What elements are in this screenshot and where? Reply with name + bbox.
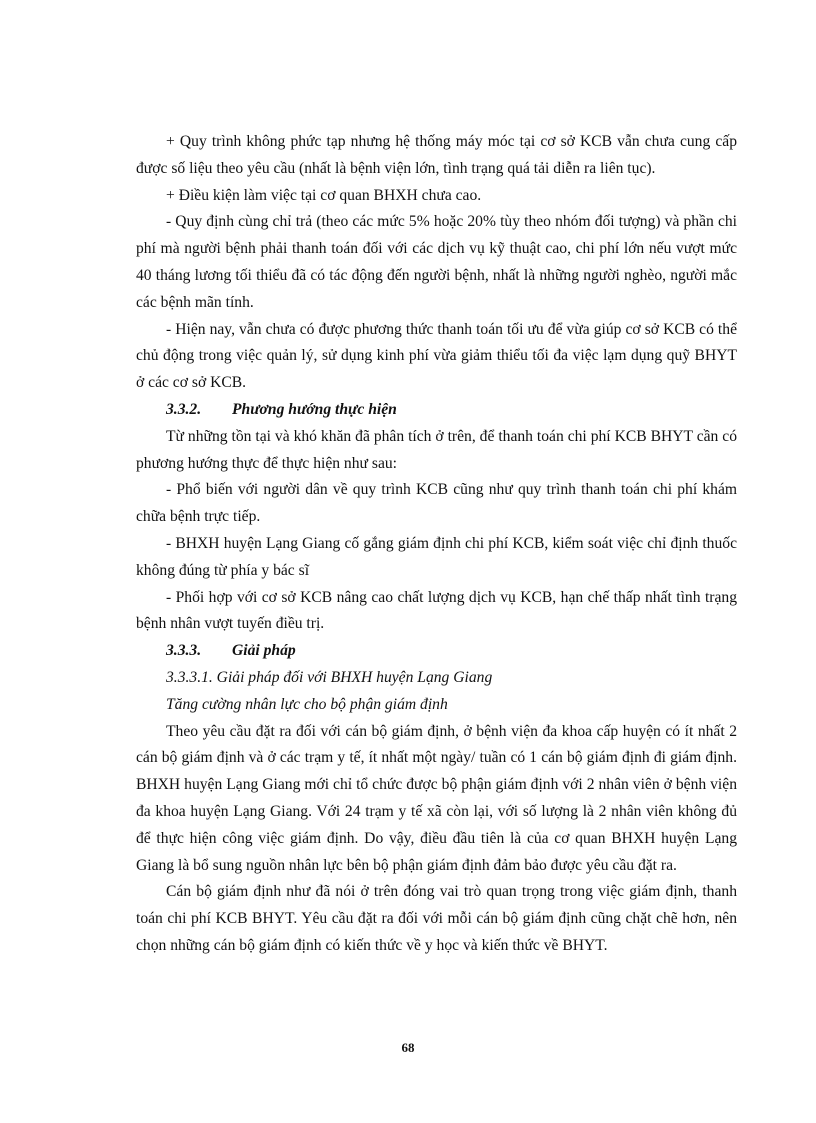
section-heading-3-3-2 (136, 397, 737, 424)
subsection-heading-3-3-3-1: 3.3.3.1. Giải pháp đối với BHXH huyện Lạng Giang (166, 668, 493, 686)
section-number: 3.3.2. (166, 400, 202, 418)
page-body (136, 129, 737, 960)
section-number: 3.3.3. (166, 642, 202, 660)
paragraph: - BHXH huyện Lạng Giang cố gắng giám định chi phí KCB, kiểm soát việc chỉ định thuốc không đúng từ phía y bác sĩ (136, 534, 737, 579)
section-title: Phương hướng thực hiện (232, 400, 397, 418)
section-title: Giải pháp (232, 642, 296, 660)
paragraph: - Hiện nay, vẫn chưa có được phương thức thanh toán tối ưu để vừa giúp cơ sở KCB có thể chủ động trong việc quản lý, sử dụng kinh phí vừa giảm thiểu tối đa việc lạm dụng quỹ BHYT ở các cơ sở KCB. (136, 320, 737, 392)
paragraph: + Điều kiện làm việc tại cơ quan BHXH chưa cao. (166, 186, 482, 204)
section-heading-3-3-3 (136, 638, 737, 665)
paragraph: - Phối hợp với cơ sở KCB nâng cao chất lượng dịch vụ KCB, hạn chế thấp nhất tình trạng bệnh nhân vượt tuyến điều trị. (136, 588, 737, 633)
paragraph: - Quy định cùng chỉ trả (theo các mức 5% hoặc 20% tùy theo nhóm đối tượng) và phần chi phí mà người bệnh phải thanh toán đối với các dịch vụ kỹ thuật cao, chi phí lớn nếu vượt mức 40 tháng lương tối thiểu đã có tác động đến người bệnh, nhất là những người nghèo, người mắc các bệnh mãn tính. (136, 213, 737, 311)
paragraph: Cán bộ giám định như đã nói ở trên đóng vai trò quan trọng trong việc giám định, thanh toán chi phí KCB BHYT. Yêu cầu đặt ra đối với mỗi cán bộ giám định cũng chặt chẽ hơn, nên chọn những cán bộ giám định có kiến thức về y học và kiến thức về BHYT. (136, 883, 737, 954)
paragraph: - Phổ biến với người dân về quy trình KCB cũng như quy trình thanh toán chi phí khám chữa bệnh trực tiếp. (136, 481, 737, 526)
topic-heading: Tăng cường nhân lực cho bộ phận giám định (166, 695, 448, 713)
paragraph: + Quy trình không phức tạp nhưng hệ thống máy móc tại cơ sở KCB vẫn chưa cung cấp được số liệu theo yêu cầu (nhất là bệnh viện lớn, tình trạng quá tải diễn ra liên tục). (136, 133, 737, 177)
paragraph: Từ những tồn tại và khó khăn đã phân tích ở trên, để thanh toán chi phí KCB BHYT cần có phương hướng thực để thực hiện như sau: (136, 427, 737, 472)
page-number: 68 (401, 1040, 415, 1055)
paragraph: Theo yêu cầu đặt ra đối với cán bộ giám định, ở bệnh viện đa khoa cấp huyện có ít nhất 2 cán bộ giám định và ở các trạm y tế, ít nhất một ngày/ tuần có 1 cán bộ giám định đi giám định. BHXH huyện Lạng Giang mới chỉ tổ chức được bộ phận giám định với 2 nhân viên ở bệnh viện đa khoa huyện Lạng Giang. Với 24 trạm y tế xã còn lại, với số lượng là 2 nhân viên không đủ để thực hiện công việc giám định. Do vậy, điều đầu tiên là của cơ quan BHXH huyện Lạng Giang là bổ sung nguồn nhân lực bên bộ phận giám định đảm bảo được yêu cầu đặt ra. (136, 722, 737, 874)
